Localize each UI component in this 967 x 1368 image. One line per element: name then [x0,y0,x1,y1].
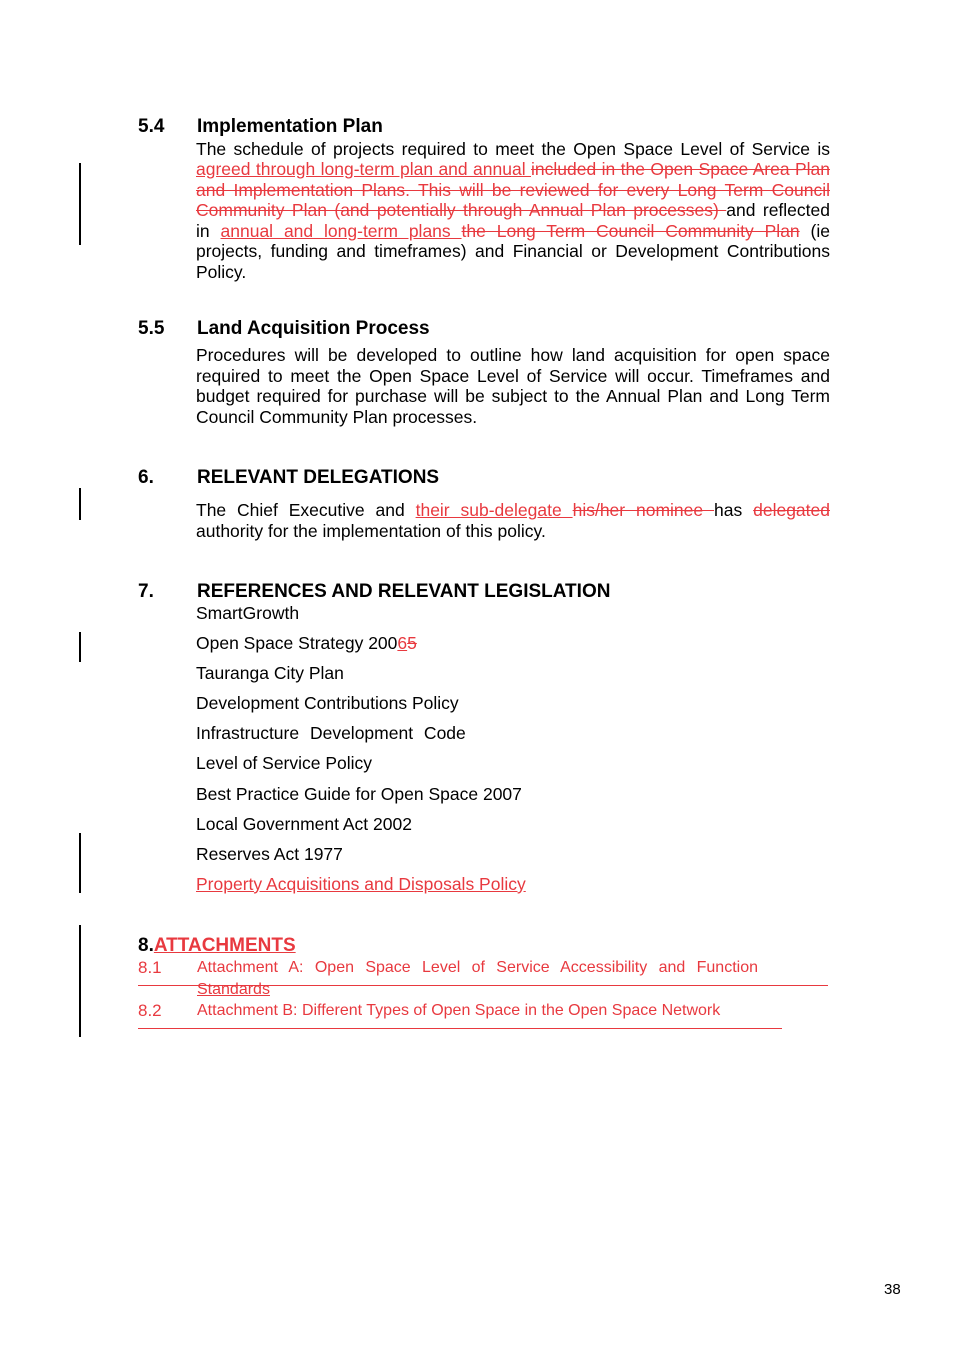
reference-text: Open Space Strategy 200 [196,633,398,654]
reference-text: Infrastructure Development Code [196,723,466,744]
paragraph-line [196,500,830,521]
body-text: and reflected [726,200,830,220]
attachment-title-continuation: Standards [197,980,270,998]
change-bar [79,488,81,520]
body-text: The Chief Executive and [196,500,416,520]
paragraph-line [196,241,830,262]
section-6-number: 6. [138,467,154,488]
attachment-number: 8.2 [138,1000,162,1020]
deleted-text: Community Plan (and potentially through Annual Plan processes) [196,200,727,220]
deleted-text: and Implementation Plans. This will be reviewed for every Long Term Council [196,179,830,200]
reference-item [196,784,526,805]
body-text: has [714,500,754,520]
reference-item [196,814,526,835]
paragraph-line [196,521,830,542]
reference-text: Reserves Act 1977 [196,843,343,864]
reference-item [196,603,526,624]
attachment-number: 8.1 [138,957,162,977]
section-7-number: 7. [138,581,154,602]
change-bar [79,833,81,893]
page-number: 38 [884,1281,901,1298]
inserted-text: annual and long-term plans [220,220,462,241]
deleted-text: his/her nominee [572,500,715,520]
inserted-text: agreed through long-term plan and annual [196,159,531,179]
change-bar [79,163,81,245]
inserted-text: 6 [397,633,408,654]
paragraph-line: Procedures will be developed to outline how land acquisition for open space [196,345,830,365]
references-list [196,603,526,904]
body-text: Policy. [196,261,247,282]
deleted-text: 5 [407,633,417,654]
section-5-5-paragraph [196,345,830,427]
reference-text: Local Government Act 2002 [196,813,412,834]
deleted-text: included in the Open Space Area Plan [531,159,830,179]
attachment-underline [138,1028,782,1029]
section-6-paragraph [196,500,830,541]
reference-text: Best Practice Guide for Open Space 2007 [196,783,522,804]
section-5-5-title: Land Acquisition Process [197,318,430,339]
section-8-number: 8. [138,935,154,956]
section-5-4-number: 5.4 [138,116,165,137]
paragraph-line [196,180,830,201]
reference-item [196,693,526,714]
reference-item [196,723,526,744]
attachment-title: Attachment B: Different Types of Open Space in the Open Space Network [197,1001,721,1019]
deleted-text: the Long Term Council Community Plan [461,220,800,241]
paragraph-line [196,139,830,160]
reference-text: Level of Service Policy [196,753,373,774]
reference-item [196,753,526,774]
reference-text: SmartGrowth [196,603,300,623]
body-text: (ie [799,220,831,241]
change-bar [79,925,81,1037]
paragraph-line [196,221,830,242]
body-text: The schedule of projects required to meet the Open Space Level of Service is [196,138,830,159]
reference-item [196,663,526,684]
paragraph-line: Council Community Plan processes. [196,406,478,427]
reference-text: Tauranga City Plan [196,663,344,684]
section-5-4-paragraph [196,139,830,283]
body-text: projects, funding and timeframes) and Financial or Development Contributions [196,241,830,261]
inserted-text: Property Acquisitions and Disposals Policy [196,873,526,894]
paragraph-line [196,200,830,221]
inserted-text: their sub-delegate [415,500,573,520]
reference-item [196,874,526,895]
reference-item [196,633,526,654]
section-5-5-number: 5.5 [138,318,165,339]
paragraph-line [196,159,830,180]
reference-item [196,844,526,865]
section-8-title: ATTACHMENTS [153,935,296,956]
deleted-text: delegated [753,500,830,520]
section-8-heading [138,935,296,957]
reference-text: Development Contributions Policy [196,693,459,714]
body-text: in [196,220,221,241]
section-5-4-title: Implementation Plan [197,116,383,137]
section-7-title: REFERENCES AND RELEVANT LEGISLATION [197,581,611,602]
attachment-title: Attachment A: Open Space Level of Service Accessibility and Function [197,958,758,976]
paragraph-line [196,262,830,283]
change-bar [79,632,81,662]
paragraph-line: required to meet the Open Space Level of Service will occur. Timeframes and [196,365,830,386]
paragraph-line: budget required for purchase will be subject to the Annual Plan and Long Term [196,386,830,406]
section-6-title: RELEVANT DELEGATIONS [197,467,440,488]
body-text: authority for the implementation of this policy. [196,520,546,541]
